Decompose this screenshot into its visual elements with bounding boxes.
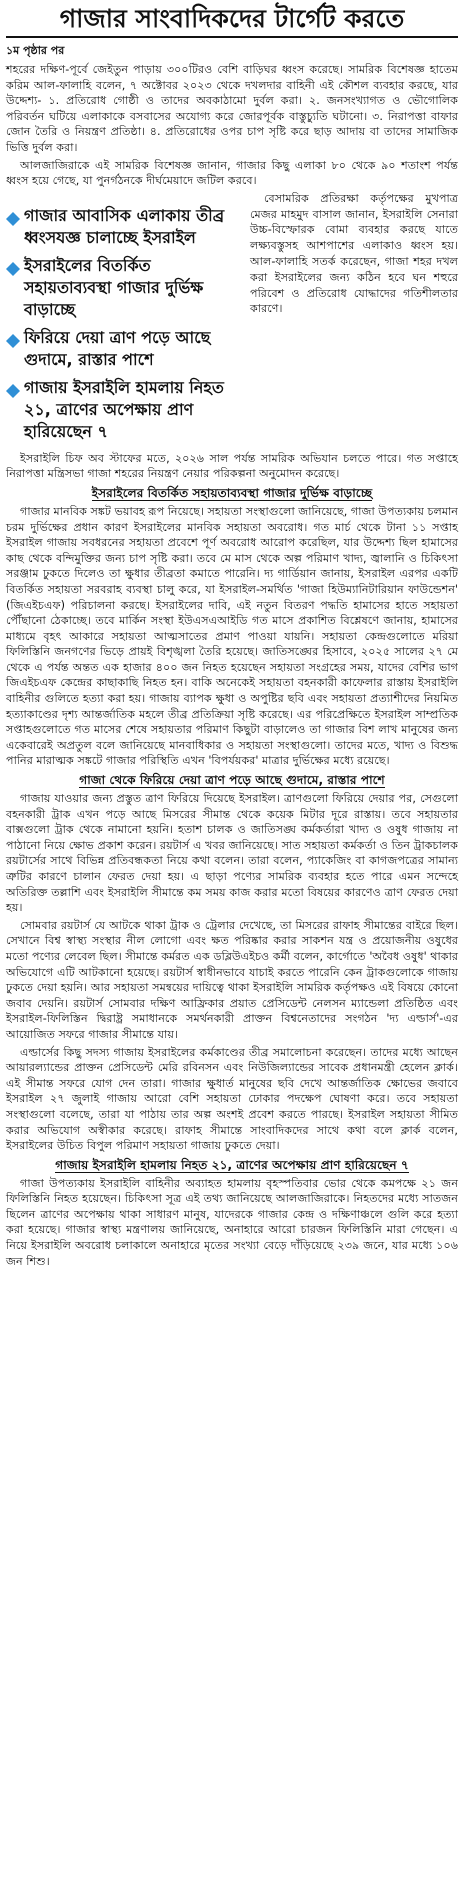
side-column xyxy=(250,191,458,449)
section-heading-text: ইসরাইলের বিতর্কিত সহায়তাব্যবস্থা গাজার দুর্ভিক্ষ বাড়াচ্ছে xyxy=(91,485,373,500)
highlight-item xyxy=(6,327,242,371)
body-paragraph: গাজায় যাওয়ার জন্য প্রস্তুত ত্রাণ ফিরিয়ে দিয়েছে ইসরাইল। ত্রাণগুলো ফিরিয়ে দেয়ার পর, সেগুলো বহনকারী ট্রাক এখন পড়ে আছে মিসরের সীমান্ত থেকে কয়েক মিটার দূরে রাস্তায়। তবে সহায়তার বাক্সগুলো ট্রাক থেকে নামানো হয়নি। হতাশ চালক ও জাতিসঙ্ঘ কর্মকর্তারা খাদ্য ও ওষুধ গাজায় না পাঠানো নিয়ে ক্ষোভ প্রকাশ করেন। রয়টার্স এ খবর জানিয়েছে। সাত সহায়তা কর্মকর্তা ও তিন ট্রাকচালক রয়টার্সের সাথে বিভিন্ন প্রতিবন্ধকতা নিয়ে কথা বলেন। তারা বলেন, প্যাকেজিং বা কাগজপত্রের সামান্য ত্রুটির কারণে চালান ফেরত দেয়া হয়। এ ছাড়া পণ্যের সামরিক ব্যবহার হতে পারে এমন সন্দেহে অতিরিক্ত তল্লাশি এবং ইসরাইলি সীমান্তে কম সময় কাজ করার মতো বিষয়ের কারণেও ত্রাণ ফেরত দেয়া হয়। xyxy=(6,792,458,915)
continued-label: ১ম পৃষ্ঠার পর xyxy=(6,44,65,57)
section-heading-text: গাজায় ইসরাইলি হামলায় নিহত ২১, ত্রাণের অপেক্ষায় প্রাণ হারিয়েছেন ৭ xyxy=(55,1157,409,1172)
diamond-bullet-icon xyxy=(6,383,24,402)
section-heading xyxy=(6,485,458,502)
diamond-bullet-icon xyxy=(6,261,24,280)
body-paragraph: সোমবার রয়টার্স যে আটকে থাকা ট্রাক ও ট্রেলার দেখেছে, তা মিসরের রাফাহ সীমান্তের বাইরে ছিল। সেখানে বিশ্ব স্বাস্থ্য সংস্থার নীল লোগো এবং ক্ষত পরিষ্কার করার সাকশন যন্ত্র ও প্রয়োজনীয় ওষুধের মতো পণ্যের লেবেল ছিল। সীমান্তে কর্মরত এক ডব্লিউএইচও কর্মী বলেন, কার্গোতে 'অবৈধ ওষুধ' থাকার অভিযোগে এটি আটকানো হয়েছে। রয়টার্স স্বাধীনভাবে যাচাই করতে পারেনি কেন ট্রাকগুলোকে গাজায় ঢুকতে দেয়া হয়নি। আর সহায়তা সমন্বয়ের দায়িত্বে থাকা ইসরাইলি সামরিক কর্তৃপক্ষও এই বিষয়ে কোনো জবাব দেয়নি। রয়টার্স সোমবার দক্ষিণ আফ্রিকার প্রয়াত প্রেসিডেন্ট নেলসন ম্যান্ডেলা প্রতিষ্ঠিত এবং ইসরাইল-ফিলিস্তিন দ্বিরাষ্ট্র সমাধানকে সমর্থনকারী প্রাক্তন বিশ্বনেতাদের সংগঠন 'দ্য এল্ডার্স'-এর আয়োজিত সফরে গাজার সীমান্তে যায়। xyxy=(6,918,458,1041)
highlights-box xyxy=(6,191,242,449)
headline: গাজার সাংবাদিকদের টার্গেট করতে xyxy=(6,4,458,38)
body-paragraph: গাজার মানবিক সঙ্কট ভয়াবহ রূপ নিয়েছে। সহায়তা সংস্থাগুলো জানিয়েছে, গাজা উপত্যকায় চলমান চরম দুর্ভিক্ষের প্রধান কারণ ইসরাইলের মানবিক সহায়তা অবরোধ। গত মার্চ থেকে টানা ১১ সপ্তাহ ইসরাইল গাজায় সবধরনের সহায়তা প্রবেশে পূর্ণ অবরোধ আরোপ করেছিল, যার উদ্দেশ্য ছিল হামাসের কাছ থেকে বন্দিমুক্তির জন্য চাপ সৃষ্টি করা। তবে মে মাস থেকে অল্প পরিমাণ খাদ্য, জ্বালানি ও চিকিৎসা সরঞ্জাম ঢুকতে দিলেও তা ক্ষুধার তীব্রতা কমাতে পারেনি। দ্য গার্ডিয়ান জানায়, ইসরাইল এরপর একটি বিতর্কিত সহায়তা সরবরাহ ব্যবস্থা চালু করে, যা ইসরাইল-সমর্থিত 'গাজা হিউম্যানিটারিয়ান ফাউন্ডেশন' (জিএইচএফ) পরিচালনা করছে। ইসরাইলের দাবি, এই নতুন বিতরণ পদ্ধতি হামাসের হাতে সহায়তা পৌঁছানো ঠেকাচ্ছে। তবে মার্কিন সংস্থা ইউএসএআইডি গত মাসে প্রকাশিত বিশ্লেষণে জানায়, হামাসের মাধ্যমে বৃহৎ আকারে সহায়তা আত্মসাতের প্রমাণ পাওয়া যায়নি। সহায়তা কেন্দ্রগুলোতে মরিয়া ফিলিস্তিনি জনগণের ভিড়ে প্রায়ই বিশৃঙ্খলা তৈরি হয়েছে। জাতিসঙ্ঘের হিসাবে, ২০২৫ সালের ২৭ মে থেকে এ পর্যন্ত অন্তত এক হাজার ৪০০ জন নিহত হয়েছেন সহায়তা সংগ্রহের সময়, যাদের বেশির ভাগ জিএইচএফ কেন্দ্রের কাছাকাছি নিহত হন। বাকি অনেকেই সহায়তা বহনকারী কাফেলার রাস্তায় ইসরাইলি বাহিনীর গুলিতে হত্যা করা হয়। গাজায় ব্যাপক ক্ষুধা ও অপুষ্টির ছবি এবং সহায়তা প্রত্যাশীদের নিয়মিত হত্যাকাণ্ডের দৃশ্য আন্তর্জাতিক মহলে তীব্র প্রতিক্রিয়া সৃষ্টি করেছে। এর পরিপ্রেক্ষিতে ইসরাইল সাম্প্রতিক সপ্তাহগুলোতে গত মাসের শেষে সহায়তার পরিমাণ কিছুটা বাড়ালেও তা গাজার বিশ লাখ মানুষের জন্য একেবারেই অপ্রতুল বলে জানিয়েছে মানবাধিকার ও সহায়তা সংস্থাগুলো। তাদের মতে, খাদ্য ও বিশুদ্ধ পানির মারাত্মক সঙ্কটে গাজার পরিস্থিতি এখন 'বিপর্যয়কর' মাত্রার দুর্ভিক্ষের মধ্যে রয়েছে। xyxy=(6,504,458,768)
intro-paragraph: শহরের দক্ষিণ-পূর্বে জেইতুন পাড়ায় ৩০০টিরও বেশি বাড়িঘর ধ্বংস করেছে। সামরিক বিশেষজ্ঞ হাতেম করিম আল-ফালাহি বলেন, ৭ অক্টোবর ২০২৩ থেকে দখলদার বাহিনী এই কৌশল ব্যবহার করছে, যার উদ্দেশ্য- ১. প্রতিরোধ গোষ্ঠী ও তাদের অবকাঠামো দুর্বল করা। ২. জনসংখ্যাগত ও ভৌগোলিক পরিবর্তন ঘটিয়ে এলাকাকে বসবাসের অযোগ্য করে জোরপূর্বক বাস্তুচ্যুতি ঘটানো। ৩. নিরাপত্তা বাফার জোন তৈরি ও নিয়ন্ত্রণ প্রতিষ্ঠা। ৪. প্রতিরোধের ওপর চাপ সৃষ্টি করে ছাড় আদায় বা তাদের সামাজিক ভিত্তি দুর্বল করা। xyxy=(6,63,458,154)
section-heading xyxy=(6,1157,458,1174)
highlight-text: ইসরাইলের বিতর্কিত সহায়তাব্যবস্থা গাজার দুর্ভিক্ষ বাড়াচ্ছে xyxy=(24,255,204,319)
highlight-item xyxy=(6,255,242,321)
highlight-text: গাজার আবাসিক এলাকায় তীব্র ধ্বংসযজ্ঞ চালাচ্ছে ইসরাইল xyxy=(24,205,225,247)
diamond-bullet-icon xyxy=(6,333,24,352)
body-paragraph: গাজা উপত্যকায় ইসরাইলি বাহিনীর অব্যাহত হামলায় বৃহস্পতিবার ভোর থেকে কমপক্ষে ২১ জন ফিলিস্তিনি নিহত হয়েছেন। চিকিৎসা সূত্র এই তথ্য জানিয়েছে আলজাজিরাকে। নিহতদের মধ্যে সাতজন ছিলেন ত্রাণের অপেক্ষায় থাকা সাধারণ মানুষ, যাদেরকে গাজার কেন্দ্র ও দক্ষিণাঞ্চলে গুলি করে হত্যা করা হয়েছে। গাজার স্বাস্থ্য মন্ত্রণালয় জানিয়েছে, অনাহারে আরো চারজন ফিলিস্তিনি মারা গেছেন। এ নিয়ে ইসরাইলি অবরোধ চলাকালে অনাহারে মৃতের সংখ্যা বেড়ে দাঁড়িয়েছে ২৩৯ জনে, যার মধ্যে ১০৬ জন শিশু। xyxy=(6,1176,458,1268)
diamond-bullet-icon xyxy=(6,211,24,230)
side-paragraph: বেসামরিক প্রতিরক্ষা কর্তৃপক্ষের মুখপাত্র মেজর মাহমুদ বাসাল জানান, ইসরাইলি সেনারা উচ্চ-বিস্ফোরক বোমা ব্যবহার করছে যাতে লক্ষ্যবস্তুসহ আশপাশের এলাকাও ধ্বংস হয়। আল-ফালাহি সতর্ক করেছেন, গাজা শহর দখল করা ইসরাইলের জন্য কঠিন হবে ঘন শহুরে পরিবেশ ও প্রতিরোধ যোদ্ধাদের গতিশীলতার কারণে। xyxy=(250,191,458,316)
section-heading xyxy=(6,772,458,789)
highlight-split xyxy=(6,191,458,449)
highlight-text: ফিরিয়ে দেয়া ত্রাণ পড়ে আছে গুদামে, রাস্তার পাশে xyxy=(24,327,211,369)
body-paragraph: এল্ডার্সের কিছু সদস্য গাজায় ইসরাইলের কর্মকাণ্ডের তীব্র সমালোচনা করেছেন। তাদের মধ্যে আছেন আয়ারল্যান্ডের প্রাক্তন প্রেসিডেন্ট মেরি রবিনসন এবং নিউজিল্যান্ডের সাবেক প্রধানমন্ত্রী হেলেন ক্লার্ক। এই সীমান্ত সফরে যোগ দেন তারা। গাজার ক্ষুধার্ত মানুষের ছবি দেখে আন্তর্জাতিক ক্ষোভের জবাবে ইসরাইল ২৭ জুলাই গাজায় আরো বেশি সহায়তা ঢোকার পদক্ষেপ ঘোষণা করে। তবে সহায়তা সংস্থাগুলো বলেছে, তারা যা পাঠায় তার অল্প অংশই প্রবেশ করতে পারছে। ইসরাইল সহায়তা সীমিত করার অভিযোগ অস্বীকার করেছে। রাফাহ সীমান্তে সাংবাদিকদের সাথে কথা বলে ক্লার্ক বলেন, ইসরাইলের উচিত বিপুল পরিমাণ সহায়তা গাজায় ঢুকতে দেয়া। xyxy=(6,1045,458,1153)
highlight-item xyxy=(6,377,242,443)
section-heading-text: গাজা থেকে ফিরিয়ে দেয়া ত্রাণ পড়ে আছে গুদামে, রাস্তার পাশে xyxy=(79,773,385,788)
highlight-item xyxy=(6,205,242,249)
highlight-text: গাজায় ইসরাইলি হামলায় নিহত ২১, ত্রাণের অপেক্ষায় প্রাণ হারিয়েছেন ৭ xyxy=(24,377,224,441)
body-paragraph: ইসরাইলি চিফ অব স্টাফের মতে, ২০২৬ সাল পর্যন্ত সামরিক অভিযান চলতে পারে। গত সপ্তাহে নিরাপত্তা মন্ত্রিসভা গাজা শহরের নিয়ন্ত্রণ নেয়ার পরিকল্পনা অনুমোদন করেছে। xyxy=(6,451,458,481)
intro-paragraph: আলজাজিরাকে এই সামরিক বিশেষজ্ঞ জানান, গাজার কিছু এলাকা ৮০ থেকে ৯০ শতাংশ পর্যন্ত ধ্বংস হয়ে গেছে, যা পুনর্গঠনকে দীর্ঘমেয়াদে জটিল করবে। xyxy=(6,158,458,188)
